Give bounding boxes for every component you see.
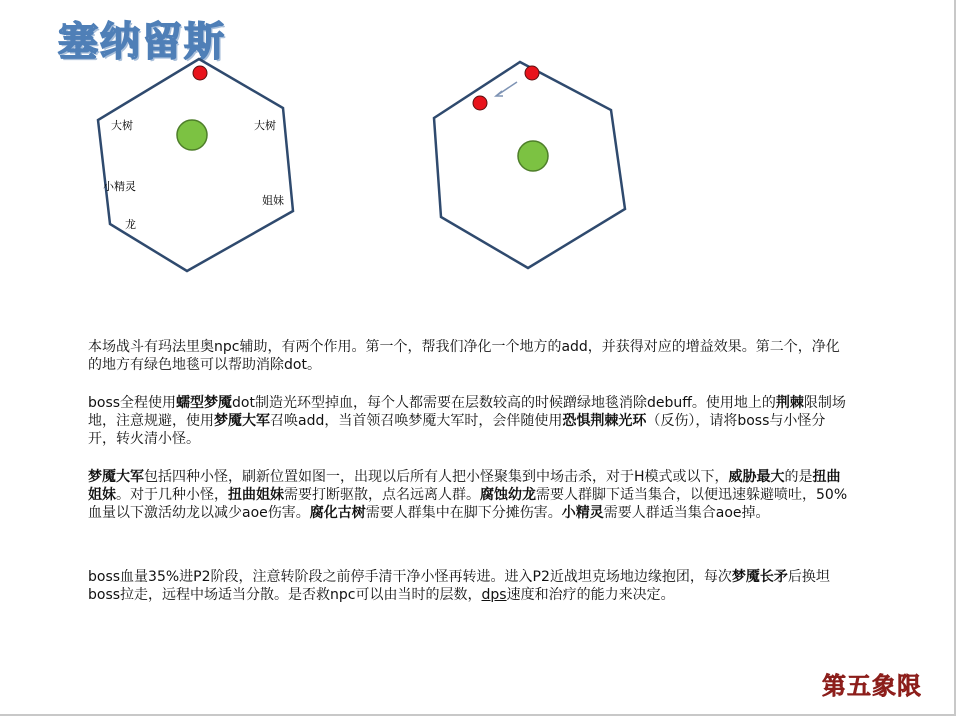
add-corrupted-whelp: 腐蚀幼龙 <box>480 487 536 503</box>
label-dragon: 龙 <box>125 218 136 231</box>
p3-text-5: 需要人群脚下适当集合，以便迅速躲避喷吐，50%血量以下激活幼龙以减少aoe伤害。 <box>88 487 848 521</box>
p3-text-3: 。对于几种小怪， <box>116 487 228 503</box>
label-sprite: 小精灵 <box>103 180 136 193</box>
p3-text-1: 包括四种小怪，刷新位置如图一，出现以后所有人把小怪聚集到中场击杀，对于H模式或以下， <box>144 469 729 485</box>
map-1-hexagon <box>98 59 293 271</box>
ability-nightmare-spear: 梦魇长矛 <box>731 569 788 585</box>
p2-text-4: 召唤add，当首领召唤梦魇大军时，会伴随使用 <box>270 413 563 429</box>
p2-text-5: （反伤），请将boss与小怪分开，转火清小怪。 <box>88 413 826 447</box>
p3-text-7: 需要人群适当集合aoe掉。 <box>603 505 770 521</box>
ability-thorns: 荆棘 <box>775 395 804 411</box>
p4-text-4: 速度和治疗的能力来决定。 <box>506 587 675 603</box>
slide-title: 塞纳留斯 <box>58 18 226 65</box>
p4-dps-word: dps <box>481 587 507 603</box>
label-sisters: 姐妹 <box>262 194 284 207</box>
p2-text-2: dot制造光环型掉血，每个人都需要在层数较高的时候蹭绿地毯消除debuff。使用地上的 <box>232 395 776 411</box>
map-1-red-marker <box>193 66 207 80</box>
p3-text-6: 需要人群集中在脚下分摊伤害。 <box>365 505 562 521</box>
map-1-green-marker <box>177 120 207 150</box>
paragraph-phase-two <box>88 568 848 604</box>
p2-text-3: 限制场地，注意规避，使用 <box>88 395 846 429</box>
map-2-tank-movement <box>434 62 625 268</box>
map-2-red-marker-end <box>473 96 487 110</box>
p3-text-4: 需要打断驱散，点名远离人群。 <box>284 487 480 503</box>
ability-dread-thorns-aura: 恐惧荆棘光环 <box>562 413 647 429</box>
p4-text-2: 后换坦boss拉走，远程中场适当分散。是否救npc可以由当时的层数， <box>88 569 830 603</box>
p2-text-1: boss全程使用 <box>88 395 177 411</box>
map-1-spawn-positions <box>98 59 293 271</box>
guild-badge: 第五象限 <box>822 671 922 700</box>
highlight-biggest-threat: 威胁最大 <box>728 469 785 485</box>
move-arrow-icon <box>496 82 517 96</box>
label-tree-right: 大树 <box>254 119 276 132</box>
ability-nightmare-worm: 蠕型梦魇 <box>176 395 233 411</box>
paragraph-boss-abilities <box>88 394 848 448</box>
label-tree-left: 大树 <box>111 119 133 132</box>
map-2-green-marker <box>518 141 548 171</box>
ability-nightmare-army: 梦魇大军 <box>214 413 270 429</box>
paragraph-adds <box>88 468 848 522</box>
add-twisted-sister: 扭曲姐妹 <box>88 469 841 503</box>
paragraph-1-text: 本场战斗有玛法里奥npc辅助，有两个作用。第一个，帮我们净化一个地方的add，并获得对应的增益效果。第二个，净化的地方有绿色地毯可以帮助消除dot。 <box>88 339 840 373</box>
p3-text-2: 的是 <box>784 469 813 485</box>
add-twisted-sister-2: 扭曲姐妹 <box>228 487 284 503</box>
add-wisp: 小精灵 <box>561 505 604 521</box>
paragraph-npc-assist <box>88 338 848 374</box>
map-2-red-marker-start <box>525 66 539 80</box>
add-corrupted-ancient: 腐化古树 <box>309 505 366 521</box>
add-nightmare-army: 梦魇大军 <box>88 469 144 485</box>
positioning-diagrams <box>0 0 961 330</box>
p4-text-1: boss血量35%进P2阶段，注意转阶段之前停手清干净小怪再转进。进入P2近战坦克场地边缘抱团，每次 <box>88 569 732 585</box>
